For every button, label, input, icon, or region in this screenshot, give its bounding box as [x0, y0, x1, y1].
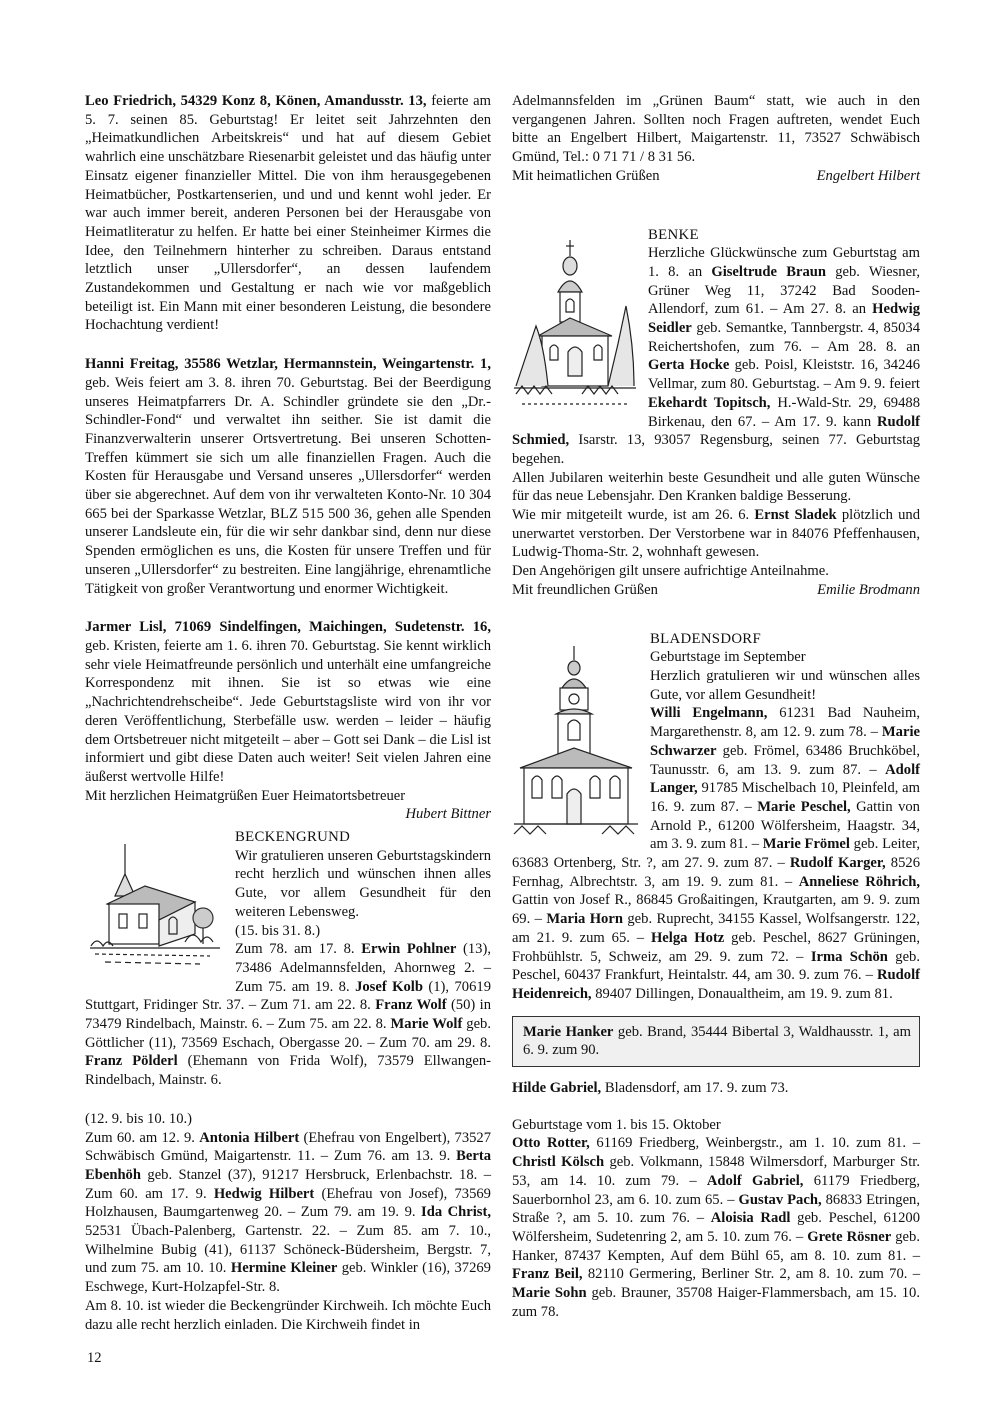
- beckengrund-continued: Adelmannsfelden im „Grünen Baum“ statt, wie auch in den vergangenen Jahren. Sollten noch Fragen auftreten, wendet Euch bitte an Engelbert Hilbert, Maigartenstr. 11, 73527 Schwäbisch Gmünd, Tel.: 0 71 71 / 8 31 56.: [512, 93, 920, 166]
- benke-chapel-illustration: [512, 236, 638, 414]
- leo-heading: Leo Friedrich, 54329 Konz 8, Könen, Amandusstr. 13,: [85, 93, 427, 109]
- beckengrund-intro: Wir gratulieren unseren Geburtstagskindern recht herzlich und wünschen ihnen alles Gute, vor allem Gesundheit für den weiteren Lebensweg.: [235, 847, 491, 920]
- beckengrund-section: [85, 828, 491, 1090]
- benke-section: [512, 226, 920, 600]
- october-heading: Geburtstage vom 1. bis 15. Oktober: [512, 1116, 721, 1133]
- bladensdorf-section: [512, 630, 920, 1004]
- left-column: [85, 92, 491, 1334]
- october-list: Otto Rotter, 61169 Friedberg, Weinbergstr., am 1. 10. zum 81. – Christl Kölsch geb. Volkmann, 15848 Wilmersdorf, Marburger Str. 53, am 14. 10. zum 79. – Adolf Gabriel, 61179 Friedberg, Sauerbornhol 23, am 6. 10. zum 65. – Gustav Pach, 86833 Etringen, Straße ?, am 5. 10. zum 76. – Aloisia Radl geb. Peschel, 61200 Wölfersheim, Sudetenring 2, am 5. 10. zum 76. – Grete Rösner geb. Hanker, 87437 Kempten, Auf dem Bühl 65, am 8. 10. zum 81. – Franz Beil, 82110 Germering, Berliner Str. 2, am 8. 10. zum 70. – Marie Sohn geb. Brauner, 35708 Haiger-Flammersbach, am 15. 10. zum 78.: [512, 1135, 921, 1320]
- bladensdorf-title: BLADENSDORF: [650, 630, 762, 647]
- greeting-row-1: [512, 167, 920, 186]
- beckengrund-kirchweih: Am 8. 10. ist wieder die Beckengründer Kirchweih. Ich möchte Euch dazu alle recht herzlich einladen. Die Kirchweih findet in: [85, 1297, 491, 1333]
- leo-friedrich-entry: [85, 92, 491, 335]
- greeting-text-1: Mit heimatlichen Grüßen: [512, 167, 660, 184]
- beckengrund-range-1: (15. bis 31. 8.): [235, 922, 321, 939]
- hanni-heading: Hanni Freitag, 35586 Wetzlar, Hermannstein, Weingartenstr. 1,: [85, 356, 491, 373]
- leo-text: feierte am 5. 7. seinen 85. Geburtstag! Er leitet seit Jahrzehnten den „Heimatkundlichen Arbeitskreis“ und hat auf diesem Gebiet wahrlich eine unschätzbare Riesenarbit geleistet und das häufig unter Einsatz eigener finanzieller Mittel. Die von ihm herausgegebenen Heimatbücher, Postkartenserien, und und und kennt wohl jeder. Er war auch immer bereit, anderen Personen bei der Herausgabe von Heimatliteratur zu helfen. Er hatte bei einer Steinheimer Kirmes die Idee, den Teilnehmern hinterher zu schreiben. Daraus entstand letztlich unser „Ullersdorfer“, an dessen laufendem Zustandekommen und Gestaltung er nach wie vor maßgeblich beteiligt ist. Ein Mann mit einer besonderen Leistung, die besondere Hochachtung verdient!: [85, 93, 491, 334]
- beckengrund-title: BECKENGRUND: [235, 829, 351, 846]
- bladensdorf-subtitle: Geburtstage im September: [650, 649, 806, 666]
- beckengrund-church-illustration: [85, 834, 225, 974]
- jarmer-lisl-entry: [85, 618, 491, 786]
- beckengrund-range-2: (12. 9. bis 10. 10.): [85, 1110, 193, 1127]
- hanni-freitag-entry: [85, 355, 491, 598]
- benke-death-notice: Wie mir mitgeteilt wurde, ist am 26. 6. Ernst Sladek plötzlich und unerwartet verstorben. Der Verstorbene war in 84076 Pfeffenhausen, Ludwig-Thoma-Str. 2, wohnhaft gewesen.: [512, 507, 920, 561]
- right-column: [512, 92, 920, 1321]
- signature-emilie-brodmann: Emilie Brodmann: [817, 581, 920, 598]
- bladensdorf-intro: Herzlich gratulieren wir und wünschen alles Gute, vor allem Gesundheit!: [650, 667, 920, 703]
- benke-title: BENKE: [648, 226, 699, 243]
- signature-engelbert-hilbert: Engelbert Hilbert: [816, 167, 920, 184]
- greeting-text-2: Mit freundlichen Grüßen: [512, 581, 658, 598]
- jarmer-closing: Mit herzlichen Heimatgrüßen Euer Heimatortsbetreuer: [85, 787, 406, 804]
- page-number: 12: [87, 1350, 102, 1366]
- hanni-text: geb. Weis feiert am 3. 8. ihren 70. Geburtstag. Bei der Beerdigung unseres Heimatpfarrers Dr. A. Schindler gründete sie den „Dr.-Schindler-Fond“ und verwaltet ihn seither. Sie ist damit die Finanzverwalterin unserer Ortsvertretung. Bei unseren Schotten-Treffen kümmert sie sich um alle finanziellen Fragen. Auch die Kosten für Herausgabe und Versand unseres „Ullersdorfer“ werden über sie abgerechnet. Auf dem von ihr verwalteten Konto-Nr. 10 304 665 bei der Sparkasse Wetzlar, BLZ 515 500 36, gehen alle Spenden unserer Landsleute ein, für die wir sehr dankbar sind, denn nur diese Spenden ermöglichen es uns, die Kosten für unsere Treffen und für unseren „Ullersdorfer“ zu bestreiten. Eine langjährige, ehrenamtliche Tätigkeit von großer Verantwortung und enormer Wichtigkeit.: [85, 374, 491, 597]
- hilde-gabriel-entry: Hilde Gabriel, Bladensdorf, am 17. 9. zum 73.: [512, 1080, 789, 1097]
- greeting-row-2: [512, 581, 920, 600]
- jarmer-text: geb. Kristen, feierte am 1. 6. ihren 70. Geburtstag. Sie kennt wirklich sehr viele Heimatfreunde persönlich und unterhält eine umfangreiche Korrespondenz mit ihnen. Sie ist so etwas wie eine „Nachrichtendrehscheibe“. Jede Geburtstagsliste wird von ihr vor deren Veröffentlichung, Sterbefälle usw. werden – leider – häufig dem Ortsbetreuer nicht mitgeteilt – aber – Gott sei Dank – die Lisl ist informiert und gibt diese Daten auch weiter! Seit vielen Jahren eine äußerst wertvolle Hilfe!: [85, 637, 491, 785]
- beckengrund-list-1: Zum 78. am 17. 8. Erwin Pohlner (13), 73486 Adelmannsfelden, Ahornweg 2. – Zum 75. am 19. 8. Josef Kolb (1), 70619 Stuttgart, Fridinger Str. 37. – Zum 71. am 22. 8. Franz Wolf (50) in 73479 Rindelbach, Mainstr. 6. – Zum 75. am 22. 8. Marie Wolf geb. Göttlicher (11), 73569 Eschach, Obergasse 20. – Zum 70. am 29. 8. Franz Pölderl (Ehemann von Frida Wolf), 73579 Ellwangen-Rindelbach, Mainstr. 6.: [85, 941, 491, 1089]
- benke-condolence: Den Angehörigen gilt unsere aufrichtige Anteilnahme.: [512, 563, 829, 580]
- bladensdorf-church-illustration: [512, 644, 640, 840]
- bladensdorf-september-list: Willi Engelmann, 61231 Bad Nauheim, Margarethenstr. 8, am 12. 9. zum 78. – Marie Schwarzer geb. Frömel, 63486 Bruchköbel, Taunusstr. 6, am 13. 9. zum 87. – Adolf Langer, 91785 Mischelbach 10, Pleinfeld, am 16. 9. zum 87. – Marie Peschel, Gattin von Arnold P., 61200 Wölfersheim, Haagstr. 34, am 3. 9. zum 81. – Marie Frömel geb. Leiter, 63683 Ortenberg, Str. ?, am 27. 9. zum 87. – Rudolf Karger, 8526 Fernhag, Albrechtstr. 3, am 19. 9. zum 81. – Anneliese Röhrich, Gattin von Josef R., 86845 Großaitingen, Krautgarten, am 9. 9. zum 69. – Maria Horn geb. Ruprecht, 34155 Kassel, Wolfsangerstr. 122, am 21. 9. zum 65. – Helga Hotz geb. Peschel, 8627 Grüningen, Frohbühlstr. 5, Schweiz, am 29. 9. zum 72. – Irma Schön geb. Peschel, 60437 Frankfurt, Heintalstr. 44, am 30. 9. zum 76. – Rudolf Heidenreich, 89407 Dillingen, Donaualtheim, am 19. 9. zum 81.: [512, 705, 921, 1002]
- marie-hanker-box: Marie Hanker geb. Brand, 35444 Bibertal 3, Waldhausstr. 1, am 6. 9. zum 90.: [512, 1016, 920, 1067]
- benke-birthdays: Herzliche Glückwünsche zum Geburtstag am 1. 8. an Giseltrude Braun geb. Wiesner, Grüner Weg 11, 37242 Bad Sooden-Allendorf, zum 61. – Am 27. 8. an Hedwig Seidler geb. Semantke, Tannbergstr. 4, 85034 Reichertshofen, zum 76. – Am 28. 8. an Gerta Hocke geb. Poisl, Kleiststr. 16, 34246 Vellmar, zum 80. Geburtstag. – Am 9. 9. feiert Ekehardt Topitsch, H.-Wald-Str. 29, 69488 Birkenau, den 67. – Am 17. 9. kann Rudolf Schmied, Isarstr. 13, 93057 Regensburg, seinen 77. Geburtstag begehen.: [512, 245, 920, 467]
- beckengrund-list-2: Zum 60. am 12. 9. Antonia Hilbert (Ehefrau von Engelbert), 73527 Schwäbisch Gmünd, Maigartenstr. 11. – Zum 76. am 13. 9. Berta Ebenhöh geb. Stanzel (37), 91217 Hersbruck, Erlenbachstr. 18. – Zum 60. am 17. 9. Hedwig Hilbert (Ehefrau von Josef), 73569 Holzhausen, Baumgartenweg 20. – Zum 79. am 19. 9. Ida Christ, 52531 Übach-Palenberg, Gartenstr. 22. – Zum 85. am 7. 10., Wilhelmine Bubig (41), 61137 Schöneck-Büdersheim, Bergstr. 7, und zum 75. am 10. 10. Hermine Kleiner geb. Winkler (16), 37269 Eschwege, Kurt-Holzapfel-Str. 8.: [85, 1129, 492, 1296]
- jarmer-heading: Jarmer Lisl, 71069 Sindelfingen, Maichingen, Sudetenstr. 16,: [85, 619, 491, 636]
- signature-hubert-bittner: Hubert Bittner: [405, 806, 491, 823]
- benke-wishes: Allen Jubilaren weiterhin beste Gesundheit und alle guten Wünsche für das neue Lebensjahr. Den Kranken baldige Besserung.: [512, 469, 920, 505]
